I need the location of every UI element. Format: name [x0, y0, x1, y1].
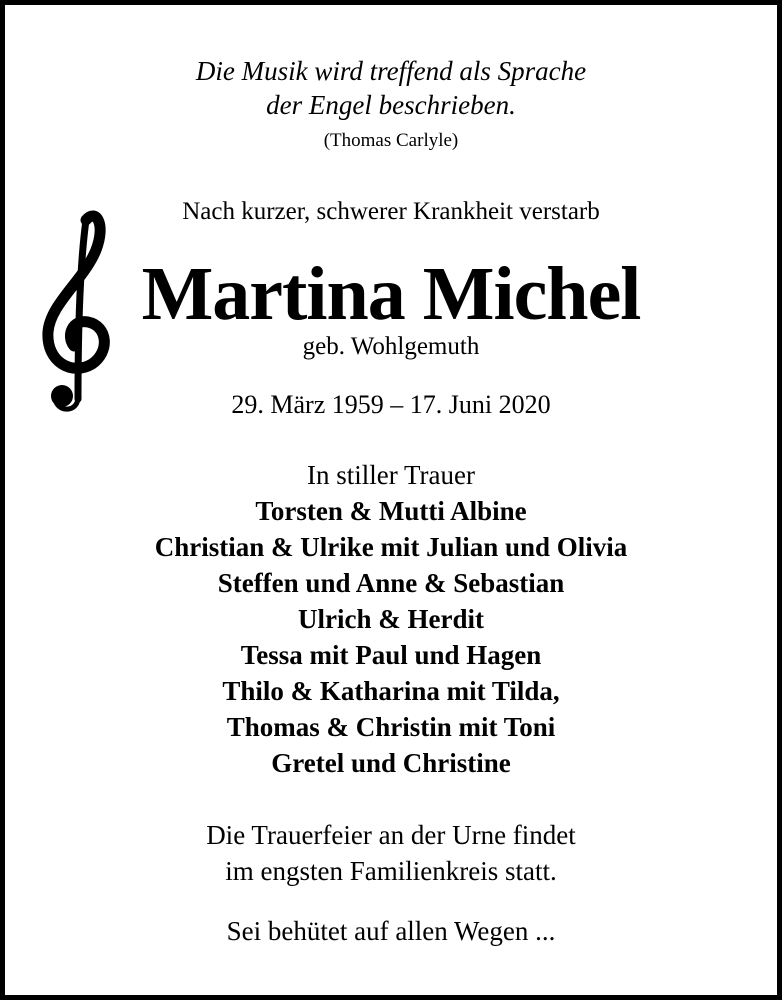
funeral-note-line-2: im engsten Familienkreis statt. — [225, 856, 557, 886]
funeral-note-line-1: Die Trauerfeier an der Urne findet — [206, 820, 576, 850]
family-line: Gretel und Christine — [271, 748, 511, 778]
deceased-name: Martina Michel — [141, 252, 641, 336]
closing-line: Sei behütet auf allen Wegen ... — [226, 916, 556, 946]
family-line: Tessa mit Paul und Hagen — [240, 640, 542, 670]
family-line: Thilo & Katharina mit Tilda, — [222, 676, 560, 706]
life-dates: 29. März 1959 – 17. Juni 2020 — [231, 390, 551, 419]
family-line: Ulrich & Herdit — [298, 604, 484, 634]
quote-line-1: Die Musik wird treffend als Sprache — [195, 56, 587, 86]
mourning-intro: In stiller Trauer — [307, 460, 475, 490]
family-line: Christian & Ulrike mit Julian und Olivia — [154, 532, 628, 562]
birth-name: geb. Wohlgemuth — [302, 333, 480, 360]
quote-line-2: der Engel beschrieben. — [266, 90, 516, 120]
intro-text: Nach kurzer, schwerer Krankheit verstarb — [182, 198, 600, 225]
family-line: Torsten & Mutti Albine — [255, 496, 527, 526]
family-line: Thomas & Christin mit Toni — [226, 712, 556, 742]
quote-author: (Thomas Carlyle) — [323, 130, 459, 151]
family-line: Steffen und Anne & Sebastian — [217, 568, 565, 598]
